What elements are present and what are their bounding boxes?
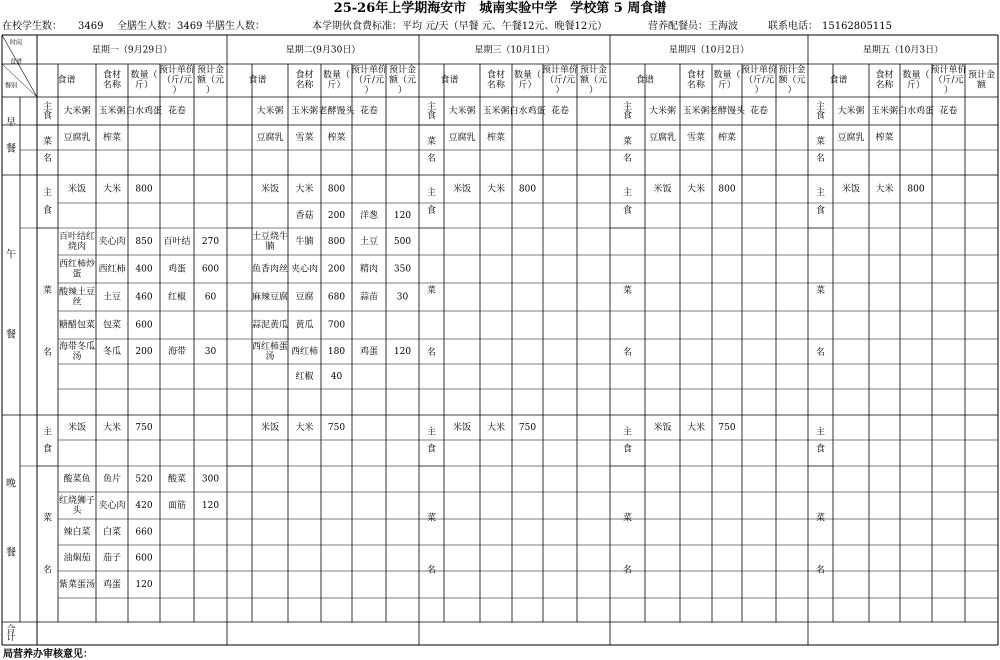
meal-dinner: 晚 (6, 478, 16, 490)
col-header: ） (205, 85, 216, 96)
cell-value: 红椒 (167, 292, 187, 303)
cell-value: 玉米粥 (682, 106, 710, 117)
col-header: 食谱 (829, 75, 848, 86)
sub-main: 主 (426, 101, 437, 112)
nutritionist: 营养配餐员：王海波 (648, 21, 738, 32)
sub-dish: 菜 (42, 137, 53, 148)
cell-value: 雪菜 (686, 133, 706, 143)
cell-value: 800 (518, 184, 537, 195)
cell-value: 头 (72, 506, 82, 516)
cell-value: 洋葱 (359, 211, 379, 221)
half-board-count: 半膳生人数： (205, 21, 265, 32)
cell-value: 米饭 (452, 184, 472, 195)
sub-main: 食 (42, 444, 53, 455)
cell-value: 烧肉 (67, 242, 87, 252)
col-header: （斤/元 (161, 75, 193, 86)
cell-value: 土豆烧牛 (251, 232, 289, 242)
cell-value: 玉米粥 (482, 106, 510, 117)
sub-dish: 菜 (815, 137, 826, 148)
sub-main: 主 (622, 427, 633, 438)
col-header: ） (787, 85, 797, 96)
cell-value: 大米粥 (448, 106, 476, 117)
cell-value: 500 (393, 237, 412, 247)
sub-main: 食 (622, 205, 633, 216)
corner-time-label: 时间 (9, 39, 23, 47)
sub-main: 食 (426, 111, 437, 122)
cell-value: 酸菜鱼 (63, 474, 91, 485)
col-header: 斤） (717, 80, 737, 91)
cell-value: 夹心肉 (290, 264, 319, 275)
col-header: 数量（ (130, 70, 158, 81)
cell-value: 冬瓜 (102, 347, 122, 357)
cell-value: 米饭 (67, 423, 87, 433)
cell-value: 600 (201, 264, 220, 275)
cell-value: 精肉 (359, 264, 379, 275)
cell-value: 花卷 (939, 106, 958, 117)
cell-value: 660 (135, 527, 153, 538)
col-header: （斤/元 (933, 75, 964, 86)
cell-value: 白水鸡蛋 (125, 106, 163, 117)
cell-value: 120 (135, 580, 153, 590)
cell-value: 40 (330, 372, 343, 382)
sub-dish: 菜 (622, 137, 633, 148)
col-header: 数量（ (713, 70, 741, 81)
sub-dish: 名 (815, 348, 826, 359)
cell-value: 红烧狮子 (58, 496, 96, 506)
sub-main: 食 (622, 111, 633, 122)
col-header: ） (943, 85, 954, 96)
students-label: 在校学生数： (2, 21, 62, 32)
sub-main: 食 (815, 205, 826, 216)
cell-value: 茄子 (102, 553, 122, 564)
sub-main: 食 (622, 444, 633, 455)
cell-value: 600 (135, 320, 153, 331)
corner-menu-label: 食谱 (9, 58, 23, 66)
cell-value: 榨菜 (327, 133, 346, 143)
cell-value: 800 (718, 184, 736, 195)
sub-dish: 菜 (426, 513, 437, 524)
sub-main: 主 (426, 188, 437, 199)
cell-value: 大米 (686, 423, 706, 433)
cell-value: 香菇 (295, 211, 314, 221)
cell-value: 花卷 (550, 106, 570, 117)
cell-value: 玉米粥 (870, 106, 899, 117)
sub-dish: 菜 (426, 285, 437, 296)
cell-value: 鸡蛋 (359, 347, 379, 357)
col-header: 预计单价 (740, 65, 778, 76)
cell-value: 米饭 (260, 423, 280, 433)
cell-value: 大米 (295, 184, 314, 195)
cell-value: 麻辣豆腐 (251, 292, 289, 303)
col-header: 食谱 (248, 75, 267, 86)
cell-value: 白水鸡蛋 (509, 106, 546, 117)
cell-value: 西红柿 (98, 264, 126, 275)
students-value: 3469 (78, 21, 104, 32)
cell-value: 牛腩 (295, 237, 314, 247)
cell-value: 270 (201, 237, 220, 247)
col-header: 预计金 (778, 65, 806, 76)
col-header: ） (172, 85, 182, 96)
col-header: 食材 (486, 70, 506, 81)
sub-dish: 菜 (622, 513, 633, 524)
cell-value: 米饭 (653, 184, 672, 195)
cell-value: 百叶结红 (58, 232, 96, 242)
cell-value: 土豆 (359, 237, 379, 247)
cell-value: 120 (393, 347, 412, 357)
cell-value: 850 (135, 237, 153, 247)
cell-value: 750 (327, 423, 346, 433)
col-header: 食材 (102, 70, 122, 81)
cell-value: 60 (204, 292, 217, 303)
cell-value: 大米粥 (648, 106, 677, 117)
col-header: （斤/元 (353, 75, 385, 86)
sub-dish: 名 (426, 565, 437, 576)
cell-value: 大米粥 (63, 106, 91, 117)
cell-value: 800 (135, 184, 153, 195)
cell-value: 丝 (72, 297, 82, 308)
cell-value: 米饭 (260, 184, 280, 195)
meal-total: 合 (6, 625, 16, 636)
cell-value: 鱼片 (102, 474, 122, 485)
cell-value: 米饭 (841, 184, 861, 195)
col-header: 斤） (906, 80, 926, 91)
col-header: 数量（ (513, 70, 542, 81)
col-header: 食材 (295, 70, 314, 81)
cell-value: 西红柿蛋 (251, 342, 289, 352)
cell-value: 鱼香肉丝 (251, 264, 289, 275)
col-header: 额 (976, 80, 987, 91)
meal-dinner: 餐 (6, 547, 16, 559)
phone-number: 15162805115 (822, 21, 892, 32)
col-header: 斤） (518, 80, 537, 91)
cell-value: 西红柿 (290, 347, 319, 357)
meal-total: 计 (6, 632, 16, 643)
sub-dish: 名 (622, 565, 633, 576)
col-header: ） (588, 85, 599, 96)
cell-value: 米饭 (67, 184, 87, 195)
cell-value: 30 (204, 347, 217, 357)
cell-value: 520 (135, 474, 153, 485)
sub-main: 食 (426, 444, 437, 455)
col-header: 数量（ (902, 70, 930, 81)
sub-dish: 菜 (426, 137, 437, 148)
meal-breakfast: 餐 (6, 143, 16, 155)
sub-dish: 名 (815, 153, 826, 164)
sub-dish: 名 (815, 565, 826, 576)
col-header: 预计金 (196, 65, 225, 76)
col-header: 额（元 (388, 75, 417, 86)
cell-value: 豆腐乳 (63, 133, 91, 143)
cell-value: 鸡蛋 (167, 264, 187, 275)
cell-value: 红椒 (295, 372, 314, 382)
col-header: 食谱 (57, 75, 76, 86)
cell-value: 蒜苗 (359, 292, 379, 303)
col-header: 预计单价 (158, 65, 196, 76)
sub-main: 主 (622, 101, 633, 112)
cell-value: 180 (327, 347, 346, 357)
cell-value: 百叶结 (163, 237, 191, 247)
cell-value: 蛋 (72, 269, 82, 280)
cell-value: 鸡蛋 (102, 580, 122, 590)
sub-dish: 名 (622, 153, 633, 164)
col-header: 食材 (875, 70, 894, 81)
cell-value: 350 (393, 264, 412, 275)
cell-value: 汤 (265, 352, 275, 362)
col-header: 斤） (327, 80, 346, 91)
cell-value: 紫菜蛋汤 (58, 580, 96, 590)
sub-main: 主 (42, 101, 53, 112)
cell-value: 大米 (102, 423, 122, 433)
cell-value: 大米 (295, 423, 314, 433)
cell-value: 豆腐 (295, 292, 314, 303)
grid-line (2, 64, 37, 97)
sub-dish: 菜 (42, 285, 53, 296)
col-header: （斤/元 (743, 75, 775, 86)
cell-value: 酸辣土豆 (58, 287, 96, 298)
cell-value: 200 (327, 264, 346, 275)
sub-main: 食 (815, 444, 826, 455)
cell-value: 豆腐乳 (256, 133, 284, 143)
corner-meal-label: 餐别 (4, 82, 18, 90)
cell-value: 300 (201, 474, 220, 485)
cell-value: 包菜 (102, 320, 122, 331)
page-title: 25-26年上学期海安市 城南实验中学 学校第 5 周食谱 (333, 1, 667, 16)
cell-value: 花卷 (359, 106, 379, 117)
cell-value: 土豆 (102, 292, 122, 303)
col-header: 斤） (134, 80, 154, 91)
col-header: 预计金 (967, 70, 996, 81)
cell-value: 蒜泥黄瓜 (251, 320, 289, 331)
cell-value: 800 (327, 237, 346, 247)
cell-value: 大米 (486, 423, 506, 433)
cell-value: 海带 (167, 347, 187, 357)
cell-value: 海带冬瓜 (58, 342, 96, 352)
cell-value: 200 (327, 211, 346, 221)
col-header: 名称 (102, 80, 122, 91)
col-header: 食谱 (440, 75, 459, 86)
col-header: 预计单价 (541, 65, 579, 76)
cell-value: 400 (135, 264, 153, 275)
sub-dish: 菜 (815, 285, 826, 296)
cell-value: 大米粥 (256, 106, 284, 117)
col-header: 名称 (486, 80, 506, 91)
sub-dish: 菜 (622, 285, 633, 296)
sub-main: 食 (42, 111, 53, 122)
review-opinion: 局营养办审核意见： (3, 649, 93, 660)
cell-value: 雪菜 (295, 133, 314, 143)
col-header: 食谱 (635, 75, 655, 86)
col-header: ） (555, 85, 565, 96)
cell-value: 大米粥 (837, 106, 865, 117)
cell-value: 大米 (875, 184, 894, 195)
cell-value: 豆腐乳 (648, 133, 677, 143)
cell-value: 辣白菜 (63, 527, 91, 538)
cell-value: 西红柿炒 (58, 259, 96, 270)
cell-value: 老酵馒头 (708, 106, 746, 117)
col-header: 预计单价 (350, 65, 388, 76)
sub-dish: 名 (426, 348, 437, 359)
sub-main: 主 (815, 427, 826, 438)
col-header: ） (364, 85, 374, 96)
col-header: 名称 (875, 80, 894, 91)
cell-value: 120 (201, 501, 220, 511)
col-header: ） (397, 85, 408, 96)
cell-value: 玉米粥 (290, 106, 319, 117)
meal-breakfast: 早 (6, 117, 16, 129)
sub-dish: 名 (426, 153, 437, 164)
cell-value: 大米 (686, 184, 706, 195)
cell-value: 30 (396, 292, 409, 303)
cell-value: 榨菜 (486, 133, 506, 143)
col-header: （斤/元 (544, 75, 576, 86)
cell-value: 榨菜 (102, 133, 122, 143)
sub-main: 主 (622, 188, 633, 199)
sub-main: 食 (426, 205, 437, 216)
col-header: 额（元 (579, 75, 608, 86)
cell-value: 酸菜 (167, 474, 187, 485)
cell-value: 600 (135, 553, 153, 564)
col-header: 额（元 (196, 75, 225, 86)
meal-lunch: 餐 (6, 329, 16, 341)
sub-dish: 名 (42, 565, 53, 576)
cell-value: 420 (135, 501, 153, 511)
phone-label: 联系电话： (768, 21, 818, 32)
day-header: 星期五（10月3日） (862, 45, 944, 56)
cell-value: 花卷 (749, 106, 769, 117)
cell-value: 200 (135, 347, 153, 357)
cell-value: 玉米粥 (98, 106, 126, 117)
sub-main: 主 (815, 101, 826, 112)
cell-value: 汤 (72, 352, 82, 362)
cell-value: 750 (718, 423, 736, 433)
col-header: 额（元 (778, 75, 806, 86)
sub-dish: 菜 (42, 513, 53, 524)
cell-value: 黄瓜 (295, 320, 314, 331)
cell-value: 夹心肉 (98, 237, 126, 247)
sub-main: 食 (42, 205, 53, 216)
cell-value: 680 (327, 292, 346, 303)
cell-value: 大米 (102, 184, 122, 195)
day-header: 星期一（9月29日） (91, 45, 173, 56)
cell-value: 豆腐乳 (448, 133, 476, 143)
cell-value: 750 (518, 423, 537, 433)
cell-value: 榨菜 (717, 133, 737, 143)
day-header: 星期四（10月2日） (668, 45, 750, 56)
cell-value: 面筋 (167, 501, 187, 511)
col-header: 预计金 (579, 65, 608, 76)
col-header: 食材 (686, 70, 706, 81)
cell-value: 老酵馒头 (318, 106, 355, 117)
cell-value: 腩 (265, 242, 275, 252)
cell-value: 750 (135, 423, 153, 433)
cell-value: 花卷 (167, 106, 187, 117)
sub-main: 主 (426, 427, 437, 438)
day-header: 星期二(9月30日） (285, 45, 361, 56)
sub-dish: 名 (622, 348, 633, 359)
col-header: 预计金 (388, 65, 417, 76)
cell-value: 白水鸡蛋 (897, 106, 935, 117)
sub-dish: 名 (42, 153, 53, 164)
cell-value: 大米 (486, 184, 506, 195)
cell-value: 油焖茄 (63, 553, 91, 564)
col-header: ） (754, 85, 764, 96)
cell-value: 夹心肉 (98, 501, 126, 511)
sub-main: 主 (815, 188, 826, 199)
meal-lunch: 午 (6, 249, 16, 261)
cell-value: 120 (393, 211, 412, 221)
cell-value: 米饭 (653, 423, 672, 433)
cell-value: 糖醋包菜 (58, 320, 96, 331)
cell-value: 豆腐乳 (837, 133, 865, 143)
col-header: 数量（ (322, 70, 351, 81)
cell-value: 榨菜 (875, 133, 894, 143)
full-board-count: 全膳生人数：3469 (117, 21, 203, 32)
col-header: 名称 (295, 80, 314, 91)
sub-main: 食 (815, 111, 826, 122)
sub-dish: 菜 (815, 513, 826, 524)
sub-dish: 名 (42, 348, 53, 359)
cell-value: 800 (327, 184, 346, 195)
sub-main: 主 (42, 188, 53, 199)
cell-value: 700 (327, 320, 346, 331)
cell-value: 白菜 (102, 527, 122, 538)
cell-value: 米饭 (452, 423, 472, 433)
fee-standard: 本学期伙食费标准：平均 元/天（早餐 元、午餐12元、晚餐12元） (312, 21, 608, 32)
col-header: 预计单价 (930, 65, 967, 76)
cell-value: 800 (907, 184, 925, 195)
sub-main: 主 (42, 427, 53, 438)
day-header: 星期三（10月1日） (474, 45, 555, 56)
cell-value: 460 (135, 292, 153, 303)
col-header: 名称 (686, 80, 706, 91)
